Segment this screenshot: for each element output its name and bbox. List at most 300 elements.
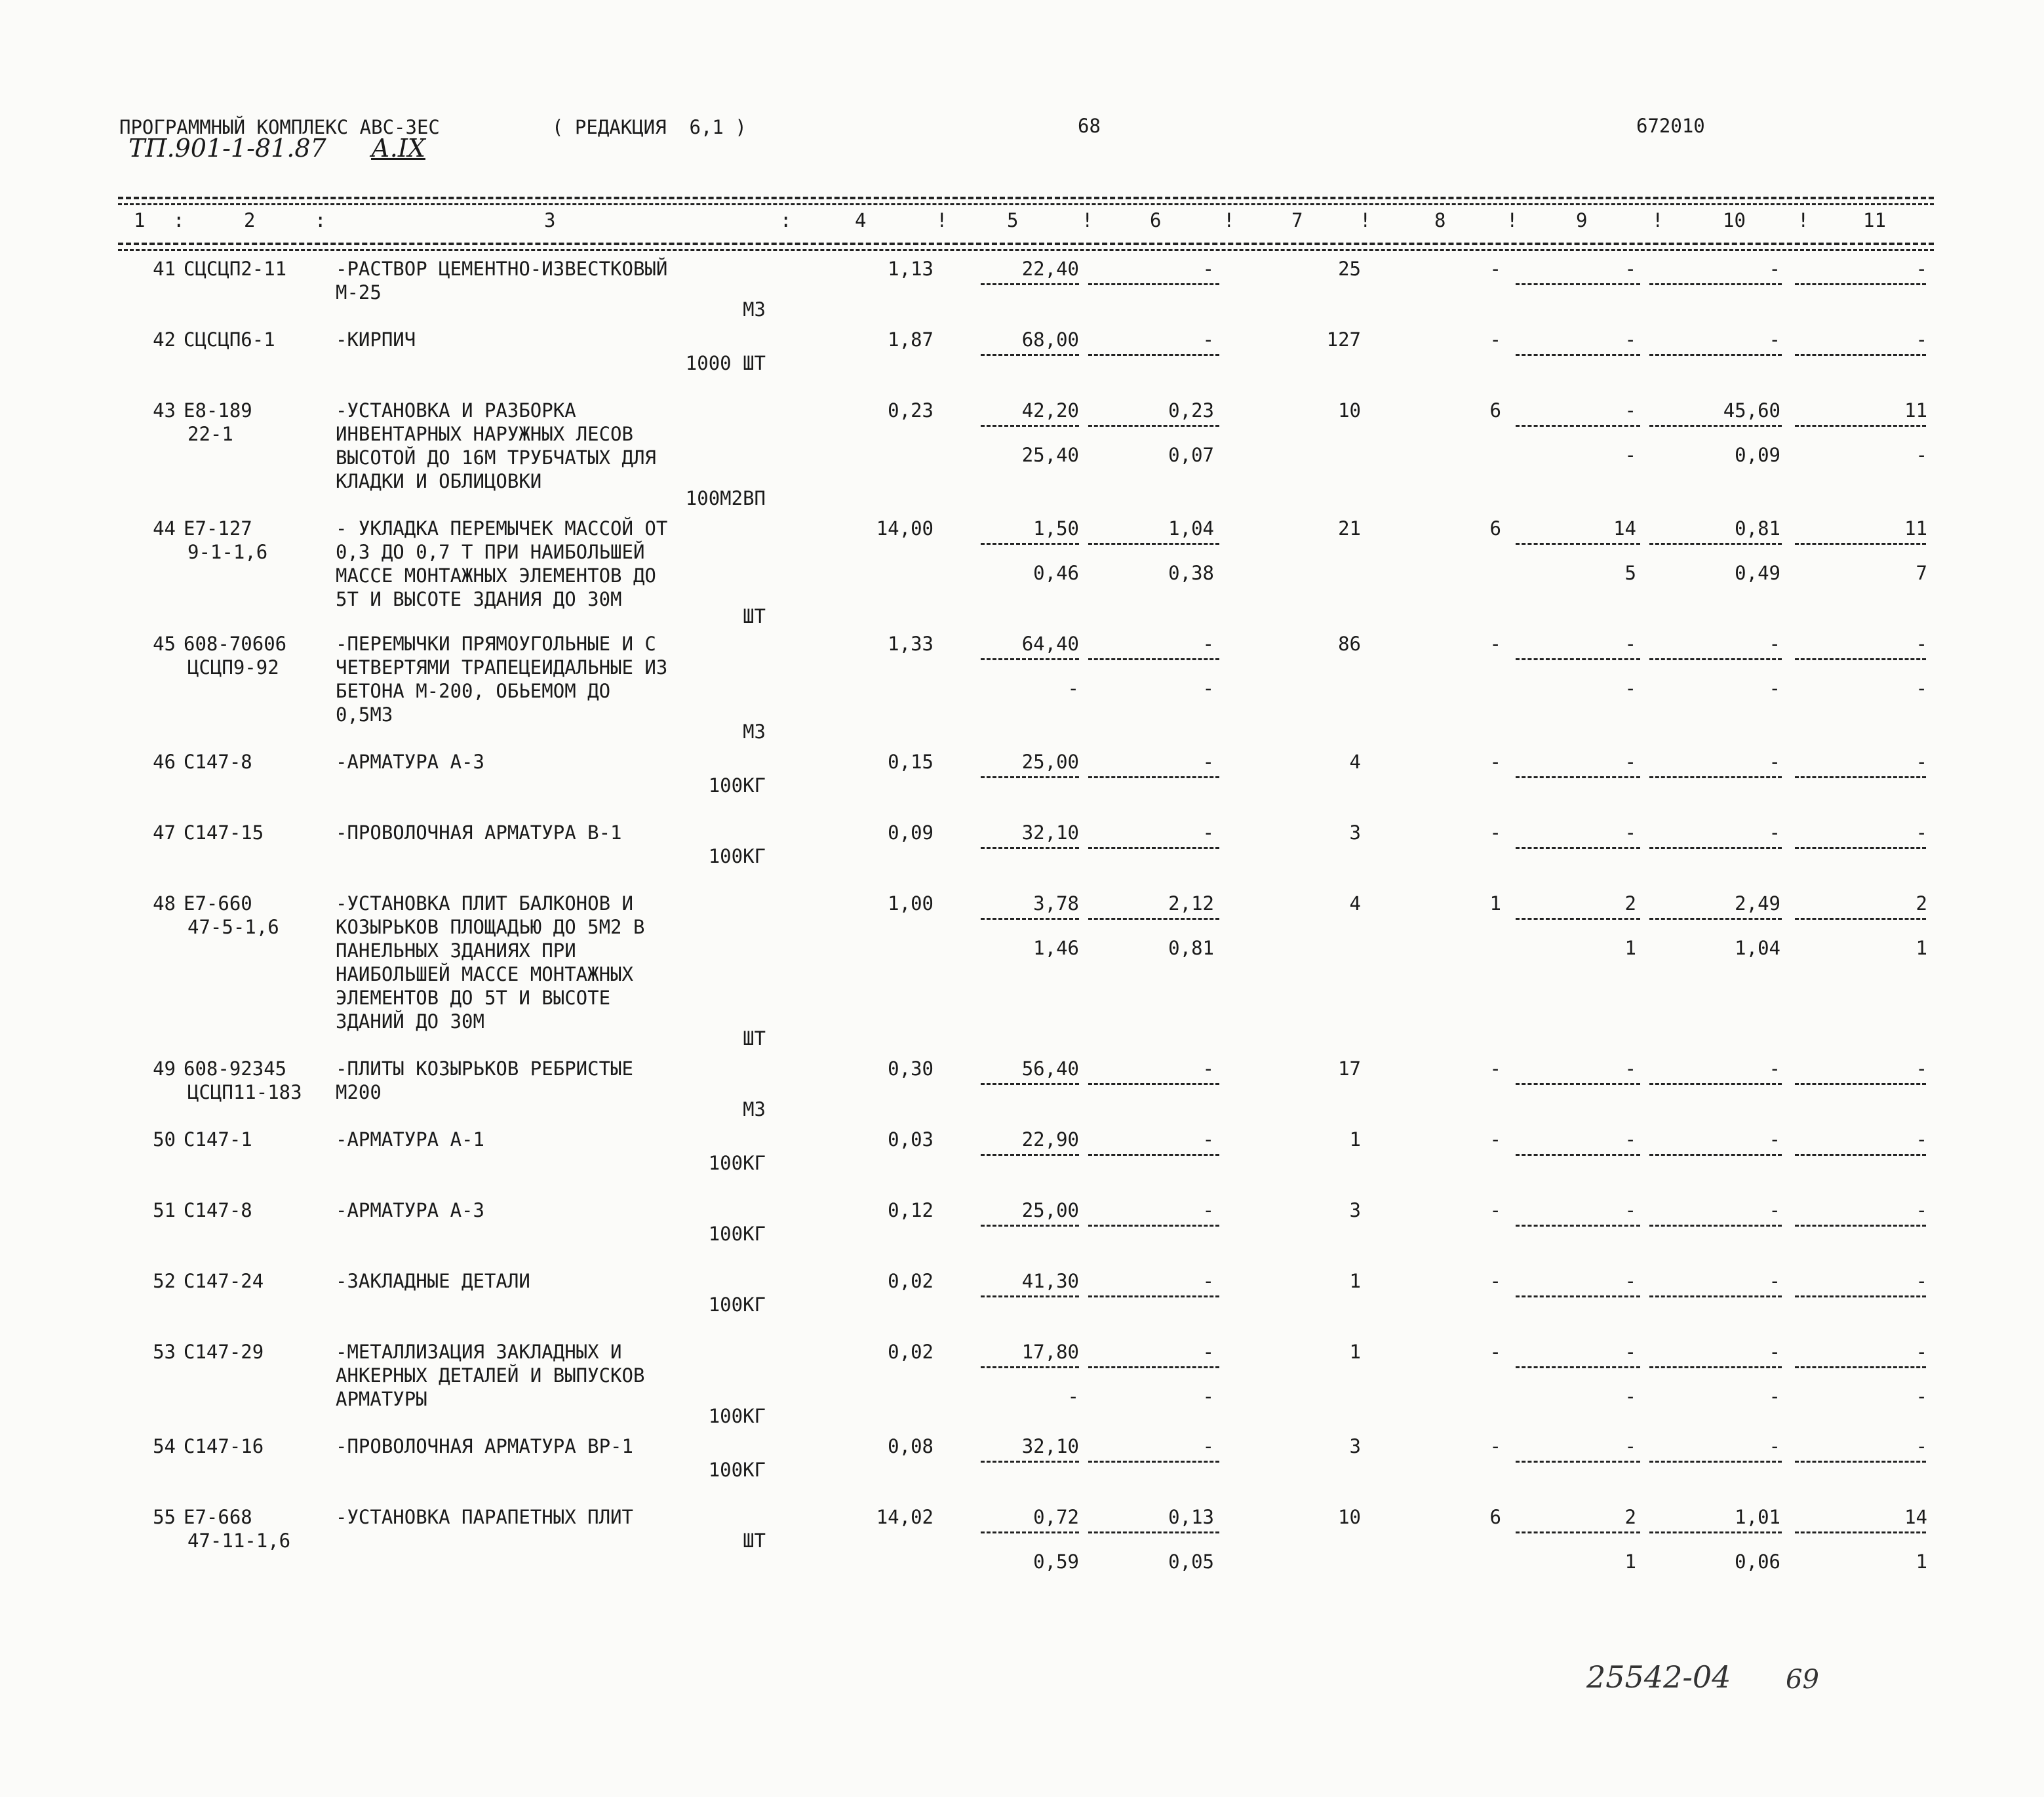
value-c11: - [1916, 821, 1927, 844]
value-c11: 11 [1904, 399, 1927, 422]
fraction-line [1516, 543, 1640, 545]
value-c9-lower: 5 [1624, 562, 1636, 584]
fraction-line [1088, 1531, 1219, 1533]
value-c10: - [1769, 633, 1780, 655]
value-c11: - [1916, 633, 1927, 655]
value-c5: 32,10 [1021, 1435, 1079, 1457]
unit-of-measure: 1000 ШТ [685, 352, 766, 374]
labour-cost: 1 [1489, 892, 1501, 915]
column-header-12: 7 [1291, 209, 1303, 231]
column-header-2: 2 [244, 209, 256, 231]
labour-cost: - [1489, 1057, 1501, 1080]
quantity: 1,33 [888, 633, 934, 655]
rate-code: С147-29 [184, 1341, 264, 1363]
row-number: 42 [153, 328, 176, 351]
total-cost-workers: 4 [1349, 892, 1361, 915]
fraction-line [981, 354, 1079, 356]
value-c6: 0,13 [1168, 1506, 1214, 1528]
row-number: 49 [153, 1057, 176, 1080]
fraction-line [1795, 1366, 1926, 1368]
value-c5: 25,00 [1021, 751, 1079, 773]
row-number: 55 [153, 1506, 176, 1528]
fraction-line [1088, 776, 1219, 778]
labour-cost: - [1489, 1435, 1501, 1457]
fraction-line [1795, 1154, 1926, 1156]
fraction-line [1795, 1225, 1926, 1227]
rate-code: С147-16 [184, 1435, 264, 1457]
column-header-16: 9 [1576, 209, 1588, 231]
work-description: МАССЕ МОНТАЖНЫХ ЭЛЕМЕНТОВ ДО [336, 564, 656, 587]
value-c10-lower: 0,49 [1735, 562, 1780, 584]
labour-cost: - [1489, 1128, 1501, 1151]
unit-of-measure: 100КГ [708, 1223, 766, 1245]
value-c6-lower: 0,38 [1168, 562, 1214, 584]
fraction-line [1516, 1295, 1640, 1297]
value-c10: - [1769, 328, 1780, 351]
value-c5-lower: 0,46 [1033, 562, 1079, 584]
sheet-number-handwritten: 69 [1786, 1665, 1819, 1695]
fraction-line [981, 918, 1079, 920]
work-description: 0,3 ДО 0,7 Т ПРИ НАИБОЛЬШЕЙ [336, 541, 645, 563]
quantity: 0,23 [888, 399, 934, 422]
labour-cost: - [1489, 258, 1501, 280]
work-description: ЧЕТВЕРТЯМИ ТРАПЕЦЕИДАЛЬНЫЕ ИЗ [336, 656, 668, 679]
column-header-0: 1 [134, 209, 146, 231]
program-title: ПРОГРАММНЫЙ КОМПЛЕКС АВС-ЗЕС [119, 116, 440, 138]
value-c5-lower: - [1067, 677, 1079, 700]
total-cost-workers: 3 [1349, 1435, 1361, 1457]
fraction-line [1088, 543, 1219, 545]
value-c10: - [1769, 258, 1780, 280]
labour-cost: 6 [1489, 1506, 1501, 1528]
work-description: -АРМАТУРА А-3 [336, 751, 484, 773]
value-c5: 25,00 [1021, 1199, 1079, 1221]
fraction-line [981, 283, 1079, 285]
fraction-line [1088, 425, 1219, 427]
work-description: -УСТАНОВКА ПАРАПЕТНЫХ ПЛИТ [336, 1506, 633, 1528]
value-c11: - [1916, 1199, 1927, 1221]
rate-code: Е8-189 [184, 399, 252, 422]
column-header-3: : [315, 209, 326, 231]
work-description: ЗДАНИЙ ДО 30М [336, 1010, 484, 1033]
rate-code: С147-1 [184, 1128, 252, 1151]
total-cost-workers: 4 [1349, 751, 1361, 773]
value-c11: - [1916, 1435, 1927, 1457]
column-header-14: 8 [1434, 209, 1446, 231]
quantity: 14,00 [876, 517, 934, 540]
column-header-18: 10 [1723, 209, 1746, 231]
value-c6-lower: - [1202, 677, 1214, 700]
fraction-line [1649, 658, 1782, 660]
quantity: 1,00 [888, 892, 934, 915]
value-c6: - [1202, 821, 1214, 844]
value-c9: - [1624, 1199, 1636, 1221]
total-cost-workers: 25 [1338, 258, 1361, 280]
fraction-line [1088, 1366, 1219, 1368]
fraction-line [981, 776, 1079, 778]
row-number: 43 [153, 399, 176, 422]
value-c11-lower: 7 [1916, 562, 1927, 584]
rate-code: 47-11-1,6 [187, 1530, 291, 1552]
value-c6: - [1202, 1435, 1214, 1457]
labour-cost: - [1489, 328, 1501, 351]
fraction-line [1516, 1154, 1640, 1156]
fraction-line [1649, 847, 1782, 849]
fraction-line [981, 847, 1079, 849]
fraction-line [1516, 1366, 1640, 1368]
row-number: 52 [153, 1270, 176, 1292]
value-c9: - [1624, 328, 1636, 351]
value-c9-lower: 1 [1624, 1550, 1636, 1573]
work-description: АРМАТУРЫ [336, 1388, 427, 1410]
quantity: 1,13 [888, 258, 934, 280]
value-c9: - [1624, 751, 1636, 773]
value-c6: - [1202, 1270, 1214, 1292]
unit-of-measure: ШТ [743, 1530, 766, 1552]
fraction-line [1649, 1154, 1782, 1156]
value-c6: 2,12 [1168, 892, 1214, 915]
labour-cost: - [1489, 1341, 1501, 1363]
column-header-8: 5 [1007, 209, 1019, 231]
value-c6: - [1202, 1057, 1214, 1080]
fraction-line [1795, 1083, 1926, 1085]
column-header-9: ! [1082, 209, 1093, 231]
unit-of-measure: 100М2ВП [685, 487, 766, 509]
quantity: 0,02 [888, 1270, 934, 1292]
value-c5: 42,20 [1021, 399, 1079, 422]
column-header-11: ! [1223, 209, 1235, 231]
value-c5: 41,30 [1021, 1270, 1079, 1292]
unit-of-measure: 100КГ [708, 774, 766, 797]
value-c6-lower: 0,05 [1168, 1550, 1214, 1573]
value-c10-lower: 1,04 [1735, 937, 1780, 959]
labour-cost: - [1489, 751, 1501, 773]
value-c10: - [1769, 1199, 1780, 1221]
rate-code: С147-8 [184, 751, 252, 773]
value-c6: - [1202, 1341, 1214, 1363]
value-c11-lower: - [1916, 677, 1927, 700]
fraction-line [1649, 425, 1782, 427]
value-c10: - [1769, 1270, 1780, 1292]
quantity: 1,87 [888, 328, 934, 351]
value-c11-lower: - [1916, 444, 1927, 466]
total-cost-workers: 127 [1326, 328, 1361, 351]
value-c11: 11 [1904, 517, 1927, 540]
total-cost-workers: 17 [1338, 1057, 1361, 1080]
column-header-4: 3 [544, 209, 556, 231]
labour-cost: - [1489, 1199, 1501, 1221]
rate-code: ЦСЦП11-183 [187, 1081, 302, 1103]
value-c6: 0,23 [1168, 399, 1214, 422]
value-c5: 32,10 [1021, 821, 1079, 844]
value-c10: 0,81 [1735, 517, 1780, 540]
value-c6: - [1202, 258, 1214, 280]
work-description: -УСТАНОВКА И РАЗБОРКА [336, 399, 576, 422]
fraction-line [1516, 283, 1640, 285]
fraction-line [1649, 1531, 1782, 1533]
rate-code: С147-15 [184, 821, 264, 844]
value-c10: - [1769, 1435, 1780, 1457]
fraction-line [1088, 1461, 1219, 1463]
fraction-line [1088, 354, 1219, 356]
fraction-line [1088, 1154, 1219, 1156]
fraction-line [981, 1461, 1079, 1463]
column-header-20: 11 [1863, 209, 1886, 231]
fraction-line [1649, 1461, 1782, 1463]
fraction-line [1649, 776, 1782, 778]
fraction-line [1088, 847, 1219, 849]
fraction-line [981, 658, 1079, 660]
value-c10-lower: 0,06 [1735, 1550, 1780, 1573]
fraction-line [1649, 1366, 1782, 1368]
quantity: 0,30 [888, 1057, 934, 1080]
fraction-line [981, 1531, 1079, 1533]
value-c9: 14 [1613, 517, 1636, 540]
value-c11: - [1916, 1128, 1927, 1151]
document-code: 672010 [1636, 115, 1705, 137]
value-c9: - [1624, 1341, 1636, 1363]
value-c5: 0,72 [1033, 1506, 1079, 1528]
unit-of-measure: 100КГ [708, 1293, 766, 1316]
row-number: 44 [153, 517, 176, 540]
fraction-line [981, 1225, 1079, 1227]
unit-of-measure: 100КГ [708, 1459, 766, 1481]
work-description: -ПРОВОЛОЧНАЯ АРМАТУРА ВР-1 [336, 1435, 633, 1457]
work-description: АНКЕРНЫХ ДЕТАЛЕЙ И ВЫПУСКОВ [336, 1364, 645, 1387]
fraction-line [1649, 1295, 1782, 1297]
value-c9: 2 [1624, 1506, 1636, 1528]
value-c5: 22,90 [1021, 1128, 1079, 1151]
labour-cost: - [1489, 821, 1501, 844]
work-description: НАИБОЛЬШЕЙ МАССЕ МОНТАЖНЫХ [336, 963, 633, 985]
unit-of-measure: 100КГ [708, 845, 766, 867]
value-c6-lower: - [1202, 1385, 1214, 1408]
value-c10: - [1769, 1341, 1780, 1363]
rate-code: 22-1 [187, 423, 233, 445]
fraction-line [1795, 543, 1926, 545]
value-c5-lower: 1,46 [1033, 937, 1079, 959]
value-c6-lower: 0,07 [1168, 444, 1214, 466]
value-c6-lower: 0,81 [1168, 937, 1214, 959]
value-c11: - [1916, 1341, 1927, 1363]
value-c11: - [1916, 258, 1927, 280]
work-description: ПАНЕЛЬНЫХ ЗДАНИЯХ ПРИ [336, 939, 576, 962]
work-description: -АРМАТУРА А-1 [336, 1128, 484, 1151]
page-number: 68 [1078, 115, 1101, 137]
value-c5: 68,00 [1021, 328, 1079, 351]
value-c5: 17,80 [1021, 1341, 1079, 1363]
value-c9: - [1624, 1270, 1636, 1292]
labour-cost: - [1489, 1270, 1501, 1292]
total-cost-workers: 10 [1338, 1506, 1361, 1528]
fraction-line [1795, 1531, 1926, 1533]
fraction-line [1795, 1461, 1926, 1463]
unit-of-measure: М3 [743, 721, 766, 743]
value-c5: 56,40 [1021, 1057, 1079, 1080]
value-c5: 3,78 [1033, 892, 1079, 915]
value-c5: 22,40 [1021, 258, 1079, 280]
labour-cost: 6 [1489, 517, 1501, 540]
total-cost-workers: 21 [1338, 517, 1361, 540]
value-c10-lower: - [1769, 1385, 1780, 1408]
row-number: 46 [153, 751, 176, 773]
work-description: -ПЕРЕМЫЧКИ ПРЯМОУГОЛЬНЫЕ И С [336, 633, 656, 655]
value-c9: - [1624, 1435, 1636, 1457]
fraction-line [1516, 1083, 1640, 1085]
fraction-line [981, 425, 1079, 427]
work-description: М200 [336, 1081, 382, 1103]
value-c11: - [1916, 751, 1927, 773]
value-c11: - [1916, 328, 1927, 351]
value-c9: - [1624, 258, 1636, 280]
fraction-line [981, 1366, 1079, 1368]
fraction-line [1649, 283, 1782, 285]
unit-of-measure: М3 [743, 1098, 766, 1120]
value-c9-lower: 1 [1624, 937, 1636, 959]
value-c11-lower: 1 [1916, 1550, 1927, 1573]
fraction-line [1088, 1295, 1219, 1297]
value-c10-lower: 0,09 [1735, 444, 1780, 466]
fraction-line [1795, 1295, 1926, 1297]
work-description: 5Т И ВЫСОТЕ ЗДАНИЯ ДО 30М [336, 588, 622, 610]
total-cost-workers: 1 [1349, 1270, 1361, 1292]
value-c11: 14 [1904, 1506, 1927, 1528]
work-description: КОЗЫРЬКОВ ПЛОЩАДЬЮ ДО 5М2 В [336, 916, 645, 938]
value-c9: - [1624, 399, 1636, 422]
work-description: ВЫСОТОЙ ДО 16М ТРУБЧАТЫХ ДЛЯ [336, 446, 656, 469]
unit-of-measure: 100КГ [708, 1405, 766, 1427]
fraction-line [1795, 283, 1926, 285]
value-c6: - [1202, 1199, 1214, 1221]
row-number: 41 [153, 258, 176, 280]
rate-code: С147-8 [184, 1199, 252, 1221]
work-description: - УКЛАДКА ПЕРЕМЫЧЕК МАССОЙ ОТ [336, 517, 668, 540]
total-cost-workers: 1 [1349, 1128, 1361, 1151]
value-c10: 1,01 [1735, 1506, 1780, 1528]
column-header-5: : [780, 209, 792, 231]
fraction-line [1088, 1083, 1219, 1085]
value-c11: - [1916, 1057, 1927, 1080]
value-c6: - [1202, 633, 1214, 655]
value-c9: - [1624, 633, 1636, 655]
value-c11-lower: 1 [1916, 937, 1927, 959]
column-header-1: : [173, 209, 185, 231]
inventory-number-handwritten: 25542-04 [1586, 1659, 1731, 1695]
fraction-line [1649, 1225, 1782, 1227]
value-c10: - [1769, 1128, 1780, 1151]
row-number: 47 [153, 821, 176, 844]
value-c9: 2 [1624, 892, 1636, 915]
value-c9: - [1624, 1128, 1636, 1151]
quantity: 0,09 [888, 821, 934, 844]
fraction-line [981, 1154, 1079, 1156]
rate-code: ЦСЦП9-92 [187, 656, 279, 679]
value-c6: - [1202, 751, 1214, 773]
unit-of-measure: ШТ [743, 1027, 766, 1050]
fraction-line [1516, 1225, 1640, 1227]
fraction-line [1516, 1461, 1640, 1463]
column-header-19: ! [1798, 209, 1809, 231]
rate-code: Е7-668 [184, 1506, 252, 1528]
total-cost-workers: 3 [1349, 1199, 1361, 1221]
value-c6: 1,04 [1168, 517, 1214, 540]
value-c10: - [1769, 751, 1780, 773]
work-description: БЕТОНА М-200, ОБЬЕМОМ ДО [336, 680, 611, 702]
work-description: М-25 [336, 281, 382, 304]
labour-cost: 6 [1489, 399, 1501, 422]
unit-of-measure: ШТ [743, 605, 766, 627]
value-c9: - [1624, 1057, 1636, 1080]
rate-code: 9-1-1,6 [187, 541, 268, 563]
value-c6: - [1202, 328, 1214, 351]
fraction-line [1088, 1225, 1219, 1227]
work-description: -АРМАТУРА А-3 [336, 1199, 484, 1221]
quantity: 14,02 [876, 1506, 934, 1528]
rate-code: 608-92345 [184, 1057, 287, 1080]
work-description: -МЕТАЛЛИЗАЦИЯ ЗАКЛАДНЫХ И [336, 1341, 622, 1363]
row-number: 54 [153, 1435, 176, 1457]
rate-code: 608-70606 [184, 633, 287, 655]
work-description: -РАСТВОР ЦЕМЕНТНО-ИЗВЕСТКОВЫЙ [336, 258, 668, 280]
labour-cost: - [1489, 633, 1501, 655]
work-description: -ЗАКЛАДНЫЕ ДЕТАЛИ [336, 1270, 530, 1292]
fraction-line [981, 1295, 1079, 1297]
quantity: 0,12 [888, 1199, 934, 1221]
fraction-line [1649, 918, 1782, 920]
fraction-line [1516, 1531, 1640, 1533]
row-number: 53 [153, 1341, 176, 1363]
total-cost-workers: 86 [1338, 633, 1361, 655]
fraction-line [1516, 425, 1640, 427]
value-c5-lower: 0,59 [1033, 1550, 1079, 1573]
work-description: -КИРПИЧ [336, 328, 416, 351]
value-c10: 2,49 [1735, 892, 1780, 915]
value-c9-lower: - [1624, 444, 1636, 466]
fraction-line [981, 1083, 1079, 1085]
value-c5-lower: - [1067, 1385, 1079, 1408]
unit-of-measure: 100КГ [708, 1152, 766, 1174]
column-header-15: ! [1506, 209, 1518, 231]
total-cost-workers: 3 [1349, 821, 1361, 844]
fraction-line [1795, 847, 1926, 849]
work-description: -ПРОВОЛОЧНАЯ АРМАТУРА В-1 [336, 821, 622, 844]
fraction-line [1088, 283, 1219, 285]
column-header-6: 4 [855, 209, 867, 231]
value-c5: 64,40 [1021, 633, 1079, 655]
fraction-line [981, 543, 1079, 545]
value-c10: - [1769, 821, 1780, 844]
fraction-line [1649, 543, 1782, 545]
fraction-line [1649, 354, 1782, 356]
fraction-line [1516, 658, 1640, 660]
fraction-line [1795, 776, 1926, 778]
value-c9: - [1624, 821, 1636, 844]
value-c10: - [1769, 1057, 1780, 1080]
fraction-line [1088, 658, 1219, 660]
fraction-line [1516, 847, 1640, 849]
value-c11: 2 [1916, 892, 1927, 915]
row-number: 51 [153, 1199, 176, 1221]
value-c10: 45,60 [1723, 399, 1780, 422]
value-c9-lower: - [1624, 1385, 1636, 1408]
rate-code: СЦСЦП2-11 [184, 258, 287, 280]
rate-code: СЦСЦП6-1 [184, 328, 275, 351]
fraction-line [1795, 425, 1926, 427]
value-c5: 1,50 [1033, 517, 1079, 540]
quantity: 0,03 [888, 1128, 934, 1151]
value-c11-lower: - [1916, 1385, 1927, 1408]
column-header-13: ! [1360, 209, 1371, 231]
